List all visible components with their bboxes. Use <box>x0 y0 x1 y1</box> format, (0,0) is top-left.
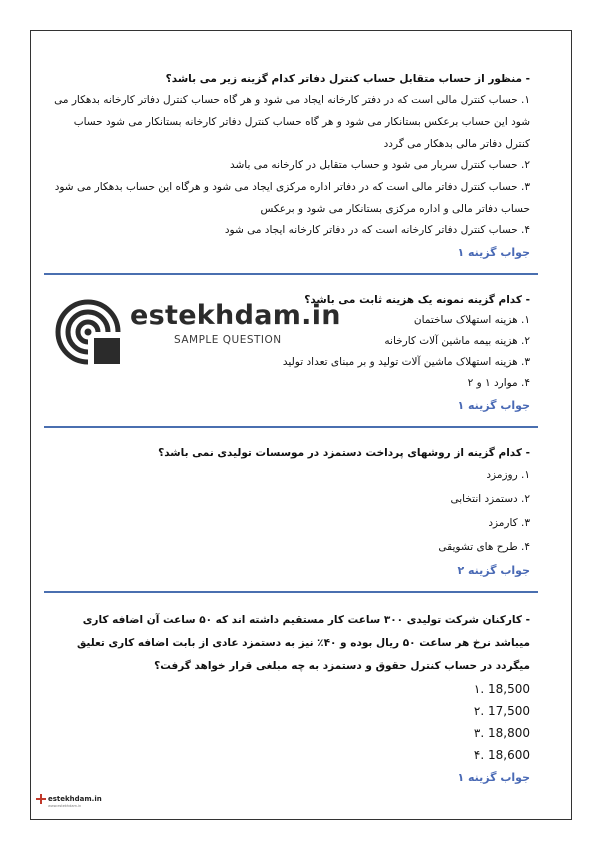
option-1: ۱. روزمزد <box>486 469 530 481</box>
option-2: 17,500 .۲ <box>473 704 530 718</box>
separator-line <box>44 273 538 275</box>
option-2: ۲. دستمزد انتخابی <box>450 493 530 505</box>
watermark-subtitle: SAMPLE QUESTION <box>174 334 282 346</box>
option-4: 18,600 .۴ <box>473 748 530 762</box>
question-text: - کدام گزینه نمونه یک هزینه ثابت می باشد؟ <box>304 294 530 306</box>
option-3: ۳. حساب کنترل دفاتر مالی است که در دفاتر اداره مرکزی ایجاد می شود و هرگاه این حساب بدهکار می شود حساب دفاتر مالی و اداره مرکزی بستانکار می شود و برعکس <box>54 181 530 215</box>
answer-label: جواب گزینه ۱ <box>457 246 530 259</box>
footer-logo <box>36 794 102 808</box>
broadcast-logo-icon <box>52 296 124 368</box>
plus-logo-icon <box>36 794 46 804</box>
answer-label: جواب گزینه ۱ <box>457 771 530 784</box>
option-4: ۴. حساب کنترل دفاتر کارخانه است که در دفاتر کارخانه ایجاد می شود <box>224 224 530 236</box>
option-2: ۲. حساب کنترل سربار می شود و حساب متقابل در کارخانه می باشد <box>229 159 530 171</box>
option-3: 18,800 .۳ <box>473 726 530 740</box>
option-2: ۲. هزینه بیمه ماشین آلات کارخانه <box>384 335 530 347</box>
option-1: ۱. هزینه استهلاک ساختمان <box>413 314 530 326</box>
separator-line <box>44 426 538 428</box>
option-1: 18,500 .۱ <box>473 682 530 696</box>
question-block-3 <box>52 444 530 581</box>
question-block-4 <box>52 609 530 788</box>
option-3: ۳. هزینه استهلاک ماشین آلات تولید و بر مبنای تعداد تولید <box>282 356 530 368</box>
questions-container <box>52 70 530 788</box>
separator-line <box>44 591 538 593</box>
question-text: - کارکنان شرکت تولیدی ۳۰۰ ساعت کار مستقیم داشته اند که ۵۰ ساعت آن اضافه کاری میباشد نرخ هر ساعت ۵۰ ریال بوده و ۴۰٪ نیز به دستمزد عادی از بابت اضافه کاری تعلیق میگردد در حساب کنترل حقوق و دستمزد به چه مبلغی قرار خواهد گرفت؟ <box>76 614 530 672</box>
watermark <box>52 296 341 368</box>
answer-label: جواب گزینه ۱ <box>457 399 530 412</box>
question-block-1 <box>52 70 530 263</box>
answer-label: جواب گزینه ۲ <box>457 564 530 577</box>
watermark-brand: estekhdam.in <box>130 300 341 331</box>
question-text: - کدام گزینه از روشهای پرداخت دستمزد در موسسات تولیدی نمی باشد؟ <box>158 447 530 459</box>
option-1: ۱. حساب کنترل مالی است که در دفتر کارخانه ایجاد می شود و هر گاه حساب کنترل دفاتر کارخانه بدهکار می شود این حساب برعکس بستانکار می شود و هر گاه حساب کنترل دفاتر کارخانه بستانکار می شود حساب کنترل دفاتر مالی بدهکار می گردد <box>54 94 530 150</box>
footer-tagline: www.estekhdam.in <box>48 804 82 808</box>
question-text: - منظور از حساب متقابل حساب کنترل دفاتر کدام گزینه زیر می باشد؟ <box>165 73 530 85</box>
footer-brand: estekhdam.in <box>48 795 102 803</box>
option-4: ۴. طرح های تشویقی <box>438 541 530 553</box>
option-3: ۳. کارمزد <box>488 517 530 529</box>
option-4: ۴. موارد ۱ و ۲ <box>467 377 530 389</box>
